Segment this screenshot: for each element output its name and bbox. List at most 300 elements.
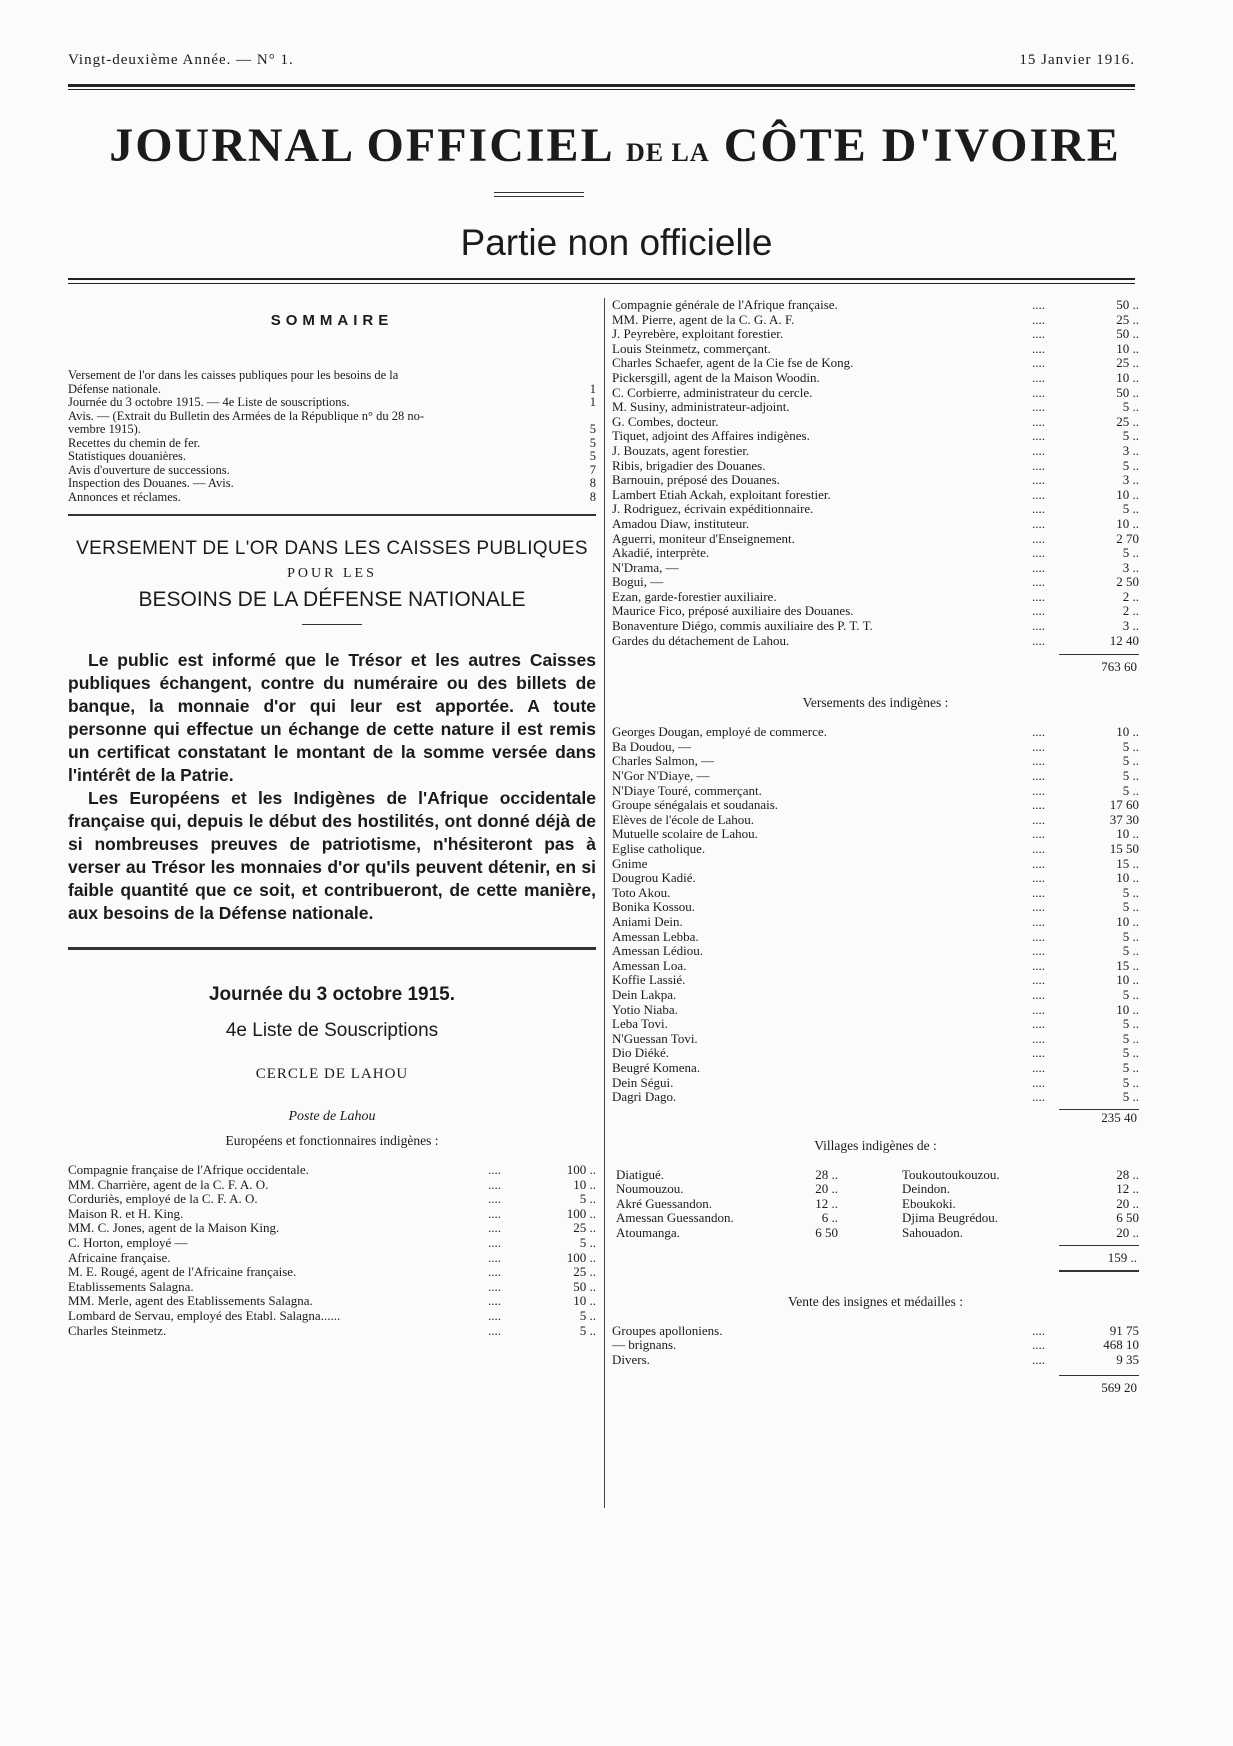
table-row: [612, 959, 1139, 974]
row-amount: 3 ..: [1122, 472, 1139, 488]
row-name: Divers.: [612, 1351, 650, 1367]
row-name: Georges Dougan, employé de commerce.: [612, 724, 827, 740]
table-row: [68, 1192, 596, 1207]
village-amount: 20 ..: [1116, 1195, 1139, 1211]
total-4: 569 20: [1101, 1380, 1137, 1396]
issue-number: Vingt-deuxième Année. — N° 1.: [68, 52, 294, 68]
table-row: [68, 1294, 596, 1309]
row-name: Akadié, interprète.: [612, 545, 710, 561]
row-amount: 5 ..: [579, 1307, 596, 1323]
row-dots: ....: [1032, 870, 1045, 886]
table-row: [612, 944, 1139, 959]
row-dots: ....: [1032, 1322, 1045, 1338]
sommaire-item-page: [580, 410, 596, 424]
row-dots: ....: [1032, 442, 1045, 458]
row-name: Ba Doudou, —: [612, 738, 692, 754]
table-row: [612, 473, 1139, 488]
row-dots: ....: [1032, 1089, 1045, 1105]
table-row: [612, 740, 1139, 755]
row-name: N'Drama, —: [612, 559, 679, 575]
villages-table: [612, 1168, 1139, 1241]
row-name: Maurice Fico, préposé auxiliaire des Douanes.: [612, 603, 854, 619]
village-amount: 6 50: [1116, 1210, 1139, 1226]
row-amount: 50 ..: [1116, 297, 1139, 312]
row-dots: ....: [1032, 603, 1045, 619]
row-dots: ....: [1032, 530, 1045, 546]
table-row: [68, 1221, 596, 1236]
table-row: [612, 1076, 1139, 1091]
row-dots: ....: [1032, 1045, 1045, 1061]
row-name: Leba Tovi.: [612, 1016, 668, 1032]
table-row: [612, 988, 1139, 1003]
row-dots: ....: [1032, 972, 1045, 988]
row-name: C. Horton, employé —: [68, 1234, 188, 1250]
row-name: J. Rodriguez, écrivain expéditionnaire.: [612, 501, 814, 517]
sommaire-item-page: [580, 369, 596, 383]
row-amount: 5 ..: [1122, 457, 1139, 473]
table-row: [68, 1236, 596, 1251]
table-row: [612, 429, 1139, 444]
table-row: [612, 1046, 1139, 1061]
header-rule: [68, 84, 1135, 87]
row-amount: 5 ..: [1122, 738, 1139, 754]
table-row: [612, 886, 1139, 901]
row-dots: ....: [488, 1220, 501, 1236]
row-dots: ....: [1032, 884, 1045, 900]
masthead-ornament-2: [494, 196, 584, 197]
row-name: Pickersgill, agent de la Maison Woodin.: [612, 369, 820, 385]
row-name: Gnime: [612, 855, 648, 871]
sommaire-item: [68, 477, 596, 491]
subscriptions-table-2: [612, 725, 1139, 1104]
sommaire-item-text: Annonces et réclames.: [68, 489, 181, 504]
sommaire-item-text: Défense nationale.: [68, 381, 162, 396]
row-name: Charles Schaefer, agent de la Cie fse de Kong.: [612, 355, 854, 371]
row-amount: 5 ..: [579, 1191, 596, 1207]
village-amount: 20 ..: [1116, 1225, 1139, 1241]
row-dots: ....: [1032, 811, 1045, 827]
table-row: [612, 1338, 1139, 1353]
row-name: J. Bouzats, agent forestier.: [612, 442, 750, 458]
sommaire-item-page: 1: [589, 395, 596, 409]
table-row: [612, 784, 1139, 799]
row-amount: 5 ..: [1122, 399, 1139, 415]
table-row: [612, 973, 1139, 988]
subtitle-rule: [68, 278, 1135, 280]
table-row: [68, 1251, 596, 1266]
row-amount: 10 ..: [1116, 972, 1139, 988]
row-dots: ....: [1032, 1059, 1045, 1075]
row-name: Barnouin, préposé des Douanes.: [612, 472, 780, 488]
versement-heading: VERSEMENT DE L'OR DANS LES CAISSES PUBLIQUES: [76, 538, 588, 559]
row-name: Dagri Dago.: [612, 1089, 677, 1105]
row-name: M. Susiny, administrateur-adjoint.: [612, 399, 790, 415]
row-dots: ....: [1032, 826, 1045, 842]
versement-subheading: POUR LES: [287, 566, 377, 581]
row-amount: 10 ..: [1116, 826, 1139, 842]
row-dots: ....: [488, 1264, 501, 1280]
row-dots: ....: [488, 1205, 501, 1221]
village-name: Djima Beugrédou.: [902, 1210, 999, 1226]
table-row: [68, 1324, 596, 1339]
row-name: N'Diaye Touré, commerçant.: [612, 782, 762, 798]
row-dots: ....: [1032, 413, 1045, 429]
row-name: Tiquet, adjoint des Affaires indigènes.: [612, 428, 810, 444]
table-row: [612, 798, 1139, 813]
table-row: [612, 842, 1139, 857]
masthead-ornament: [494, 192, 584, 193]
row-amount: 100 ..: [566, 1162, 596, 1177]
row-amount: 10 ..: [1116, 340, 1139, 356]
row-dots: ....: [1032, 841, 1045, 856]
section-subtitle: Partie non officielle: [460, 222, 773, 263]
row-dots: ....: [1032, 588, 1045, 604]
village-row: [612, 1197, 1139, 1212]
total-3: 159 ..: [1107, 1249, 1137, 1265]
insignes-subheading: Vente des insignes et médailles :: [787, 1293, 964, 1309]
sommaire-item-text: Statistiques douanières.: [68, 449, 187, 463]
total-rule-3: [1059, 1245, 1139, 1246]
row-name: Amessan Loa.: [612, 957, 687, 973]
row-amount: 15 ..: [1116, 855, 1139, 871]
versement-paragraph-1: Le public est informé que le Trésor et les autres Caisses publiques échangent, contre du numéraire ou des billets de banque, la monnaie d'or qui leur est apportée. A toute personne qui effectue un échange de cette nature il est remis un certificat constatant le montant de la somme versée dans l'intérêt de la Patrie.: [68, 650, 596, 785]
table-row: [612, 871, 1139, 886]
row-amount: 25 ..: [1116, 355, 1139, 371]
row-name: M. E. Rougé, agent de l'Africaine française.: [68, 1264, 297, 1280]
table-row: [612, 561, 1139, 576]
row-name: Eglise catholique.: [612, 841, 706, 856]
village-row: [612, 1226, 1139, 1241]
table-row: [612, 400, 1139, 415]
row-name: Etablissements Salagna.: [68, 1278, 194, 1294]
total-2: 235 40: [1101, 1109, 1137, 1125]
versement-rule: [68, 947, 596, 950]
row-name: Bogui, —: [612, 574, 664, 590]
row-dots: ....: [1032, 355, 1045, 371]
row-dots: ....: [488, 1249, 501, 1265]
village-name: Deindon.: [902, 1181, 951, 1197]
row-amount: 25 ..: [573, 1264, 596, 1280]
sommaire-item: [68, 369, 596, 383]
sommaire-item-page: 8: [589, 489, 596, 504]
row-name: J. Peyrebère, exploitant forestier.: [612, 326, 784, 342]
row-amount: 15 50: [1109, 841, 1139, 856]
masthead-title: [40, 118, 1190, 173]
row-dots: ....: [1032, 1016, 1045, 1032]
row-name: Dio Diéké.: [612, 1045, 670, 1061]
table-row: [612, 546, 1139, 561]
row-amount: 5 ..: [579, 1234, 596, 1250]
table-row: [612, 459, 1139, 474]
row-amount: 10 ..: [1116, 870, 1139, 886]
row-amount: 25 ..: [1116, 311, 1139, 327]
row-name: Amadou Diaw, instituteur.: [612, 515, 750, 531]
table-row: [612, 502, 1139, 517]
row-dots: ....: [1032, 1001, 1045, 1017]
row-name: Louis Steinmetz, commerçant.: [612, 340, 771, 356]
table-row: [68, 1280, 596, 1295]
row-dots: ....: [1032, 574, 1045, 590]
sommaire-item-text: Inspection des Douanes. — Avis.: [68, 476, 234, 490]
row-name: Compagnie générale de l'Afrique française.: [612, 297, 838, 312]
row-amount: 5 ..: [1122, 768, 1139, 784]
subscriptions-table-left: [68, 1163, 596, 1338]
row-dots: ....: [1032, 986, 1045, 1002]
row-amount: 10 ..: [1116, 486, 1139, 502]
versement-heading-2: BESOINS DE LA DÉFENSE NATIONALE: [138, 588, 526, 611]
row-name: N'Guessan Tovi.: [612, 1030, 698, 1046]
row-dots: ....: [1032, 501, 1045, 517]
row-dots: ....: [1032, 369, 1045, 385]
village-name: Diatigué.: [616, 1166, 665, 1182]
row-name: N'Gor N'Diaye, —: [612, 768, 710, 784]
row-name: Groupes apolloniens.: [612, 1322, 723, 1338]
row-name: Groupe sénégalais et soudanais.: [612, 797, 779, 813]
row-name: G. Combes, docteur.: [612, 413, 719, 429]
villages-subheading: Villages indigènes de :: [814, 1137, 937, 1153]
row-amount: 5 ..: [1122, 1089, 1139, 1105]
table-row: [612, 634, 1139, 649]
village-amount: 12 ..: [1116, 1181, 1139, 1197]
row-amount: 3 ..: [1122, 559, 1139, 575]
row-dots: ....: [1032, 928, 1045, 944]
table-row: [612, 575, 1139, 590]
row-amount: 25 ..: [1116, 413, 1139, 429]
europeens-subheading: Européens et fonctionnaires indigènes :: [225, 1133, 439, 1148]
table-row: [68, 1309, 596, 1324]
table-row: [612, 415, 1139, 430]
row-dots: ....: [1032, 428, 1045, 444]
village-amount: 28 ..: [1116, 1166, 1139, 1182]
row-amount: 5 ..: [1122, 501, 1139, 517]
row-amount: 100 ..: [566, 1205, 596, 1221]
sommaire-title: SOMMAIRE: [270, 312, 394, 329]
row-name: Lambert Etiah Ackah, exploitant forestier.: [612, 486, 831, 502]
row-dots: ....: [1032, 797, 1045, 813]
row-amount: 5 ..: [1122, 545, 1139, 561]
row-name: Mutuelle scolaire de Lahou.: [612, 826, 758, 842]
total-rule-3b: [1059, 1270, 1139, 1272]
row-dots: ....: [1032, 1074, 1045, 1090]
row-dots: ....: [1032, 399, 1045, 415]
journee-title: Journée du 3 octobre 1915.: [208, 984, 456, 1005]
village-name: Akré Guessandon.: [616, 1195, 713, 1211]
masthead-part2: DE LA: [625, 138, 710, 167]
poste-title: Poste de Lahou: [288, 1109, 376, 1124]
row-amount: 5 ..: [1122, 1030, 1139, 1046]
masthead-part3: CÔTE D'IVOIRE: [723, 119, 1121, 172]
table-row: [68, 1178, 596, 1193]
total-rule-1: [1059, 654, 1139, 655]
row-dots: ....: [1032, 913, 1045, 929]
sommaire-item: [68, 450, 596, 464]
sommaire-item-page: 7: [589, 462, 596, 477]
row-amount: 50 ..: [1116, 326, 1139, 342]
table-row: [612, 386, 1139, 401]
row-amount: 10 ..: [1116, 515, 1139, 531]
row-amount: 10 ..: [1116, 724, 1139, 740]
row-dots: ....: [488, 1191, 501, 1207]
sommaire-item-text: Avis d'ouverture de successions.: [68, 462, 230, 477]
row-amount: 10 ..: [1116, 1001, 1139, 1017]
row-name: Dein Lakpa.: [612, 986, 677, 1002]
row-amount: 10 ..: [573, 1293, 596, 1309]
table-row: [612, 1324, 1139, 1339]
village-amount: 12 ..: [815, 1195, 838, 1211]
table-row: [612, 444, 1139, 459]
row-amount: 5 ..: [1122, 1045, 1139, 1061]
row-amount: 91 75: [1109, 1322, 1139, 1338]
sommaire-item-text: vembre 1915).: [68, 422, 141, 436]
row-dots: ....: [488, 1176, 501, 1192]
row-amount: 50 ..: [1116, 384, 1139, 400]
issue-header: [68, 52, 1135, 74]
table-row: [68, 1163, 596, 1178]
table-row: [612, 930, 1139, 945]
row-dots: ....: [1032, 738, 1045, 754]
row-name: Aguerri, moniteur d'Enseignement.: [612, 530, 795, 546]
sommaire-item: [68, 491, 596, 505]
row-amount: 5 ..: [1122, 1016, 1139, 1032]
sommaire-rule: [68, 514, 596, 516]
row-amount: 15 ..: [1116, 957, 1139, 973]
row-amount: 25 ..: [573, 1220, 596, 1236]
table-row: [612, 827, 1139, 842]
village-row: [612, 1182, 1139, 1197]
table-row: [612, 327, 1139, 342]
village-row: [612, 1211, 1139, 1226]
sommaire-item: [68, 464, 596, 478]
row-dots: ....: [1032, 753, 1045, 769]
sommaire-item-text: Journée du 3 octobre 1915. — 4e Liste de souscriptions.: [68, 395, 350, 409]
issue-date: 15 Janvier 1916.: [1019, 52, 1135, 68]
table-row: [612, 532, 1139, 547]
village-name: Eboukoki.: [902, 1195, 956, 1211]
total-rule-4: [1059, 1375, 1139, 1376]
village-name: Sahouadon.: [902, 1225, 964, 1241]
sommaire-item: [68, 383, 596, 397]
left-column: [68, 298, 596, 1338]
row-amount: 2 ..: [1122, 588, 1139, 604]
sommaire-item-page: 1: [589, 381, 596, 396]
row-name: Ribis, brigadier des Douanes.: [612, 457, 766, 473]
indigenes-subheading: Versements des indigènes :: [802, 695, 949, 711]
table-row: [612, 1032, 1139, 1047]
row-dots: ....: [1032, 297, 1045, 312]
row-amount: 50 ..: [573, 1278, 596, 1294]
table-row: [612, 356, 1139, 371]
table-row: [612, 313, 1139, 328]
row-dots: ....: [1032, 559, 1045, 575]
row-amount: 2 ..: [1122, 603, 1139, 619]
row-amount: 10 ..: [1116, 913, 1139, 929]
row-name: Lombard de Servau, employé des Etabl. Salagna......: [68, 1307, 341, 1323]
row-amount: 5 ..: [1122, 782, 1139, 798]
village-amount: 20 ..: [815, 1181, 838, 1197]
row-dots: ....: [488, 1307, 501, 1323]
row-dots: ....: [1032, 457, 1045, 473]
row-amount: 17 60: [1109, 797, 1139, 813]
row-dots: ....: [1032, 545, 1045, 561]
table-row: [612, 604, 1139, 619]
row-dots: ....: [1032, 486, 1045, 502]
row-dots: ....: [1032, 899, 1045, 915]
village-name: Toukoutoukouzou.: [902, 1166, 1000, 1182]
row-dots: ....: [1032, 724, 1045, 740]
row-name: Dougrou Kadié.: [612, 870, 696, 886]
row-dots: ....: [1032, 1030, 1045, 1046]
row-name: Amessan Lédiou.: [612, 943, 703, 959]
row-dots: ....: [1032, 768, 1045, 784]
row-dots: ....: [1032, 326, 1045, 342]
village-name: Noumouzou.: [616, 1181, 684, 1197]
sommaire-item-page: 8: [589, 476, 596, 490]
header-rule-thin: [68, 89, 1135, 90]
sommaire-item: [68, 396, 596, 410]
table-row: [612, 857, 1139, 872]
row-amount: 5 ..: [1122, 753, 1139, 769]
row-amount: 5 ..: [579, 1322, 596, 1338]
sommaire-item-page: 5: [589, 422, 596, 436]
sommaire-item: [68, 410, 596, 424]
row-dots: ....: [1032, 618, 1045, 634]
sommaire-item-text: Versement de l'or dans les caisses publiques pour les besoins de la: [68, 368, 399, 382]
row-name: Aniami Dein.: [612, 913, 683, 929]
row-name: Elèves de l'école de Lahou.: [612, 811, 755, 827]
sommaire-item: [68, 437, 596, 451]
row-name: Yotio Niaba.: [612, 1001, 678, 1017]
row-amount: 5 ..: [1122, 428, 1139, 444]
row-name: MM. Charrière, agent de la C. F. A. O.: [68, 1176, 269, 1192]
row-dots: ....: [1032, 311, 1045, 327]
row-amount: 5 ..: [1122, 899, 1139, 915]
row-name: MM. C. Jones, agent de la Maison King.: [68, 1220, 280, 1236]
table-row: [612, 725, 1139, 740]
table-row: [612, 900, 1139, 915]
row-name: Dein Ségui.: [612, 1074, 674, 1090]
row-dots: ....: [488, 1322, 501, 1338]
total-1: 763 60: [1101, 659, 1137, 675]
row-dots: ....: [1032, 632, 1045, 648]
row-dots: ....: [1032, 472, 1045, 488]
table-row: [612, 619, 1139, 634]
row-name: Ezan, garde-forestier auxiliaire.: [612, 588, 777, 604]
subtitle-rule-thin: [68, 283, 1135, 284]
row-name: Bonaventure Diégo, commis auxiliaire des P. T. T.: [612, 618, 873, 634]
row-dots: ....: [488, 1234, 501, 1250]
village-name: Atoumanga.: [616, 1225, 680, 1241]
row-dots: ....: [1032, 943, 1045, 959]
table-row: [612, 298, 1139, 313]
row-amount: 468 10: [1103, 1337, 1139, 1353]
row-dots: ....: [1032, 1337, 1045, 1353]
village-amount: 28 ..: [815, 1166, 838, 1182]
row-amount: 3 ..: [1122, 618, 1139, 634]
table-row: [612, 813, 1139, 828]
row-name: Africaine française.: [68, 1249, 171, 1265]
row-name: Gardes du détachement de Lahou.: [612, 632, 790, 648]
subscriptions-table-1: [612, 298, 1139, 648]
row-amount: 5 ..: [1122, 986, 1139, 1002]
row-amount: 9 35: [1116, 1351, 1139, 1367]
table-row: [612, 754, 1139, 769]
row-dots: ....: [1032, 855, 1045, 871]
row-dots: ....: [1032, 782, 1045, 798]
row-dots: ....: [1032, 384, 1045, 400]
row-dots: ....: [1032, 340, 1045, 356]
village-amount: 6 50: [815, 1225, 838, 1241]
row-dots: ....: [1032, 1351, 1045, 1367]
